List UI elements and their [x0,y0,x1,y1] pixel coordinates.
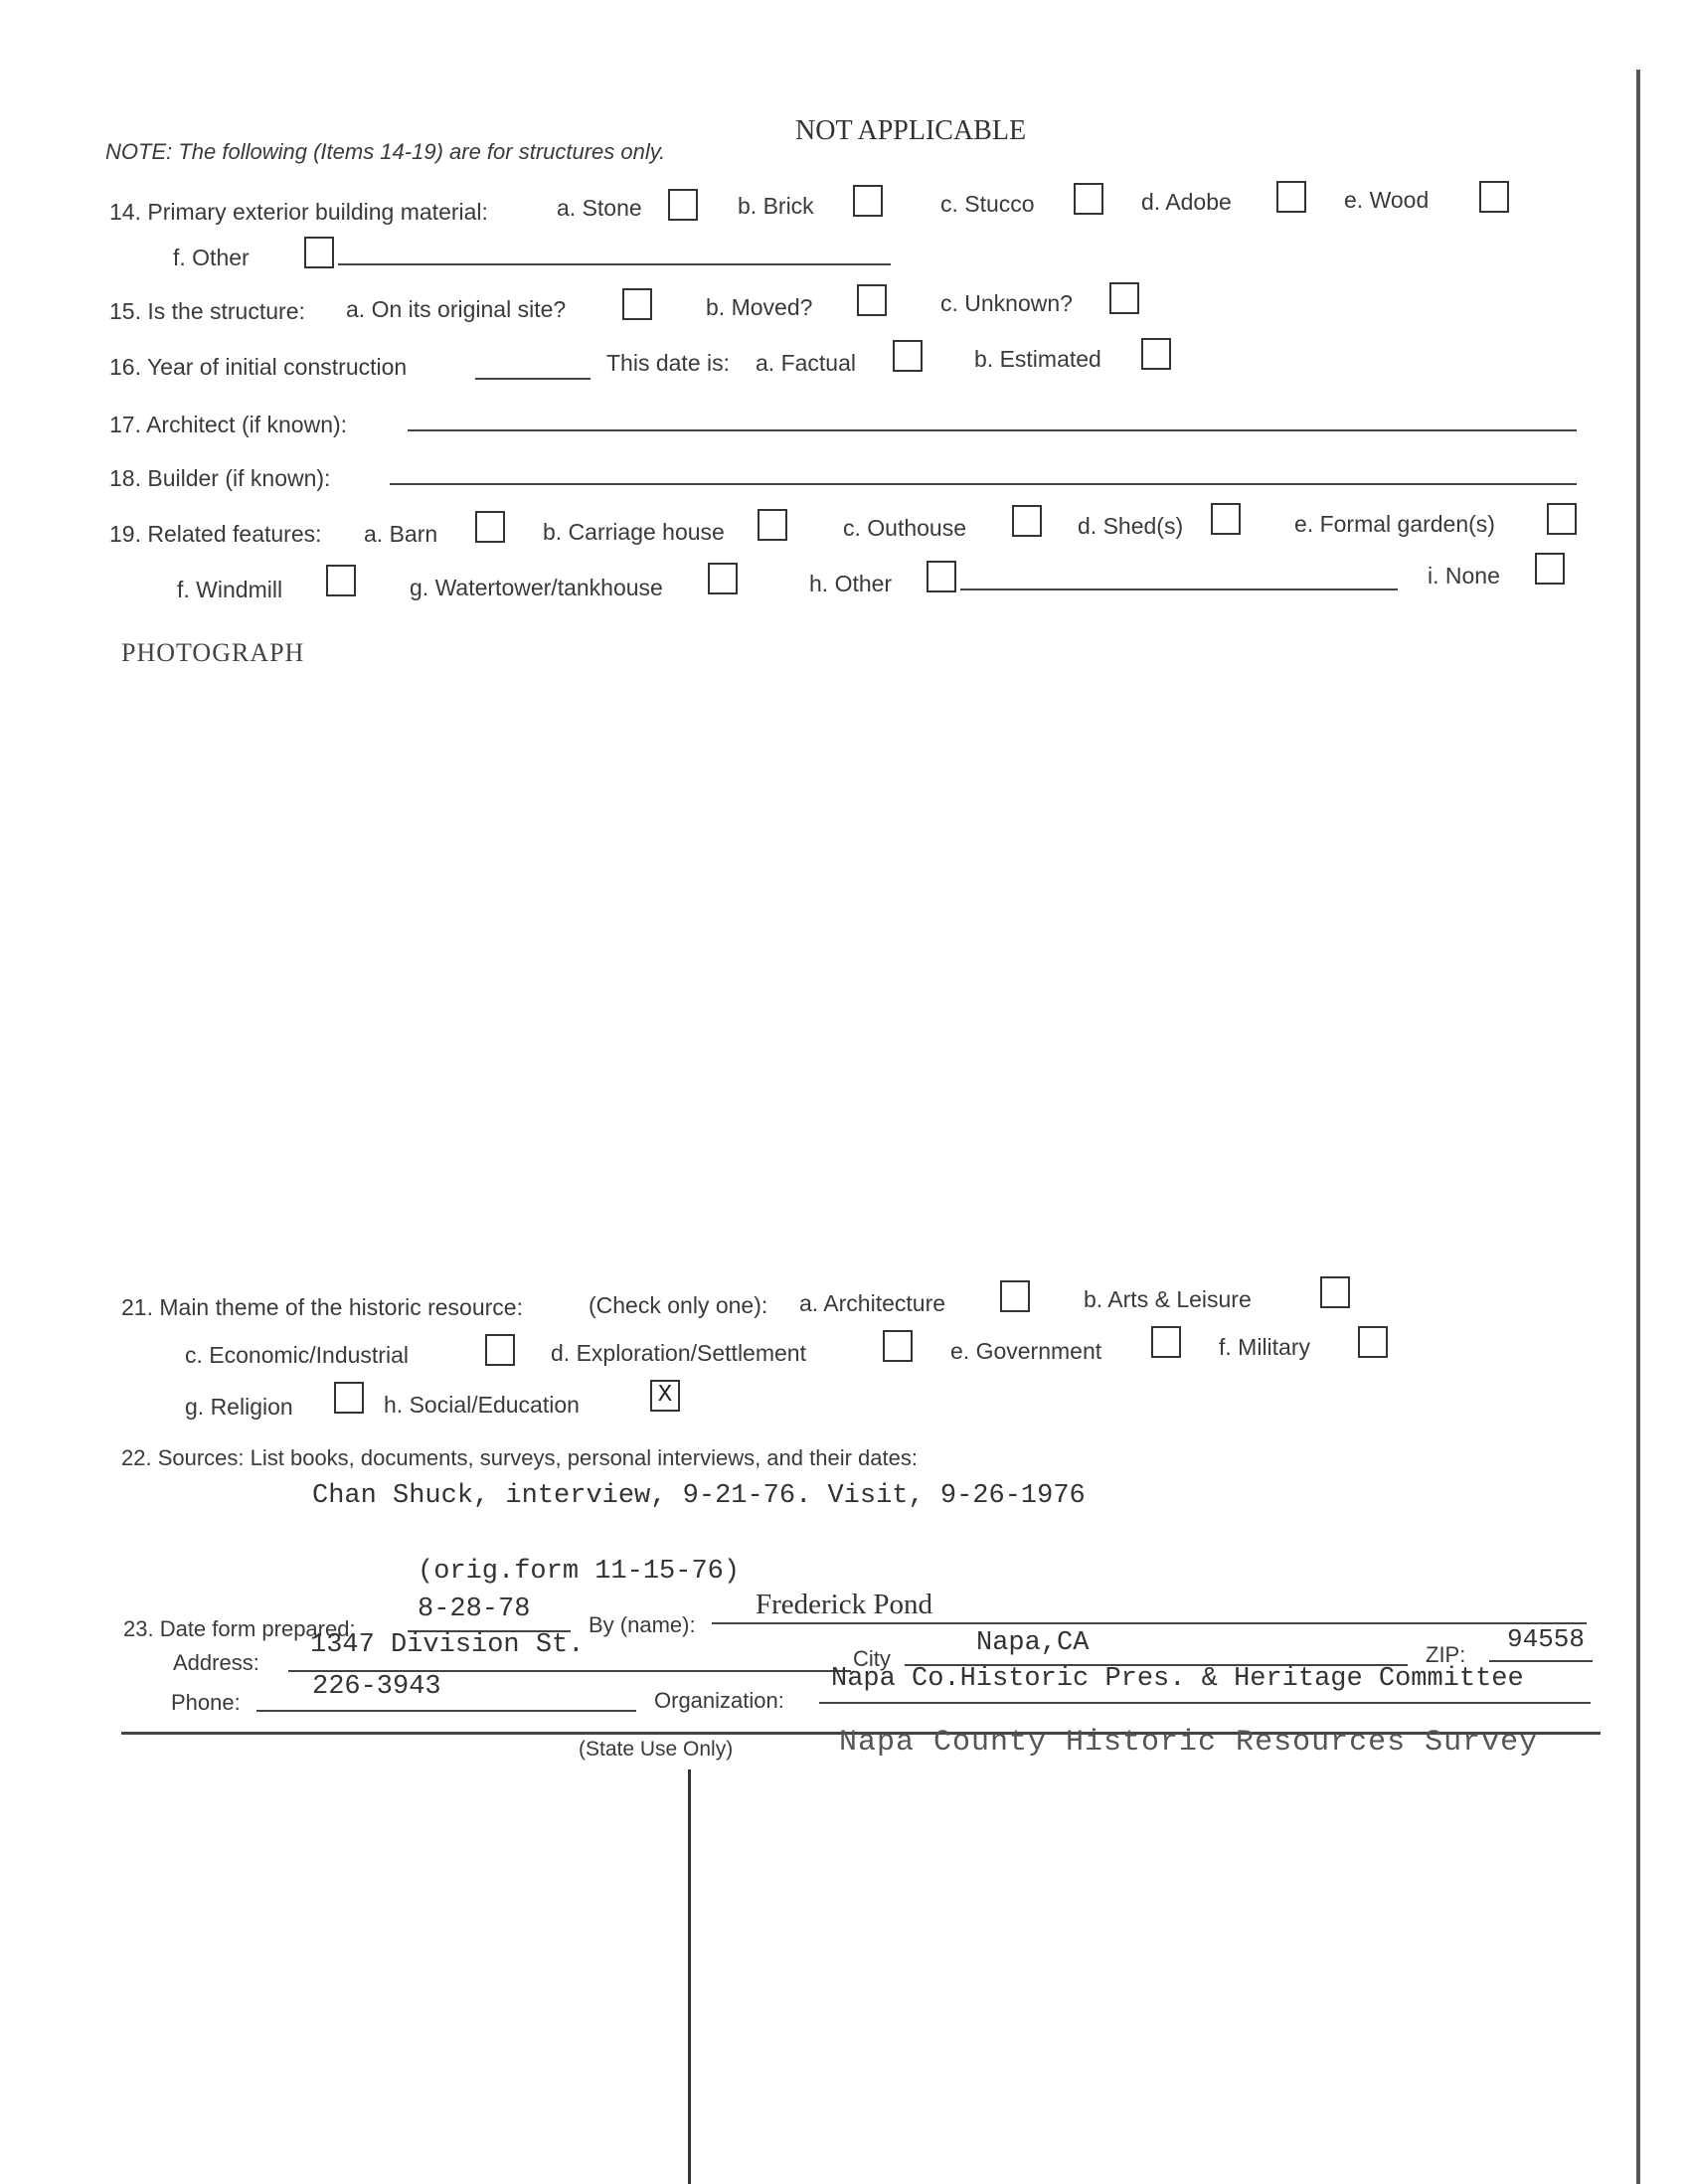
city-label: City [853,1646,891,1671]
item22-label: 22. Sources: List books, documents, surveys, personal interviews, and their dates: [121,1445,918,1470]
item17-architect-line[interactable] [408,429,1577,431]
item23-by-name-label: By (name): [589,1612,696,1637]
item19-sheds-checkbox[interactable] [1211,503,1241,535]
item19-carriage-house-label: b. Carriage house [543,519,725,545]
item14-stucco-checkbox[interactable] [1074,183,1103,215]
item21-social-education-label: h. Social/Education [384,1392,580,1418]
item23-by-name-line[interactable] [712,1622,1587,1624]
organization-line[interactable] [819,1702,1591,1704]
item14-label: 14. Primary exterior building material: [109,199,488,225]
item19-barn-checkbox[interactable] [475,511,505,543]
item15-unknown-label: c. Unknown? [940,290,1073,316]
item21-economic-checkbox[interactable] [485,1334,515,1366]
item21-military-checkbox[interactable] [1358,1326,1388,1358]
item14-other-checkbox[interactable] [304,237,334,268]
state-use-column-divider [688,1769,691,2184]
item14-wood-checkbox[interactable] [1479,181,1509,213]
item21-religion-checkbox[interactable] [334,1382,364,1414]
item19-windmill-checkbox[interactable] [326,565,356,596]
item14-other-line[interactable] [338,263,891,265]
item19-watertower-label: g. Watertower/tankhouse [410,575,663,600]
item18-builder-line[interactable] [390,483,1577,485]
item17-label: 17. Architect (if known): [109,412,348,437]
item22-orig-form: (orig.form 11-15-76) [418,1557,741,1587]
item14-brick-label: b. Brick [738,193,814,219]
item18-label: 18. Builder (if known): [109,465,331,491]
item15-moved-label: b. Moved? [706,294,813,320]
zip-label: ZIP: [1426,1642,1466,1667]
city-value: Napa,CA [976,1628,1090,1658]
page-edge [1636,70,1640,2184]
address-value: 1347 Division St. [310,1630,585,1660]
item14-adobe-checkbox[interactable] [1276,181,1306,213]
item19-outhouse-checkbox[interactable] [1012,505,1042,537]
item21-religion-label: g. Religion [185,1394,293,1420]
item19-label: 19. Related features: [109,521,322,547]
item21-government-checkbox[interactable] [1151,1326,1181,1358]
phone-label: Phone: [171,1690,241,1715]
item21-economic-label: c. Economic/Industrial [185,1342,409,1368]
item14-wood-label: e. Wood [1344,187,1430,213]
item19-carriage-house-checkbox[interactable] [758,509,787,541]
organization-value: Napa Co.Historic Pres. & Heritage Committee [831,1664,1524,1694]
item16-label: 16. Year of initial construction [109,354,408,380]
photograph-area [109,676,1581,1253]
phone-value: 226-3943 [312,1672,441,1702]
item21-military-label: f. Military [1219,1334,1310,1360]
item19-other-line[interactable] [960,588,1398,590]
survey-stamp: Napa County Historic Resources Survey [839,1726,1539,1760]
item21-exploration-label: d. Exploration/Settlement [551,1340,806,1366]
item16-year-line[interactable] [475,378,591,380]
photograph-label: PHOTOGRAPH [121,638,305,667]
item14-stone-label: a. Stone [557,195,642,221]
item21-government-label: e. Government [950,1338,1102,1364]
item19-formal-garden-label: e. Formal garden(s) [1294,511,1495,537]
structures-note: NOTE: The following (Items 14-19) are for structures only. [105,139,666,164]
item14-brick-checkbox[interactable] [853,185,883,217]
organization-label: Organization: [654,1688,784,1713]
item16-estimated-label: b. Estimated [974,346,1101,372]
item19-formal-garden-checkbox[interactable] [1547,503,1577,535]
item15-original-site-checkbox[interactable] [622,288,652,320]
item16-date-is-label: This date is: [606,350,730,376]
item19-outhouse-label: c. Outhouse [843,515,967,541]
zip-line[interactable] [1489,1660,1593,1662]
item19-watertower-checkbox[interactable] [708,563,738,594]
address-label: Address: [173,1650,259,1675]
item21-architecture-checkbox[interactable] [1000,1280,1030,1312]
item15-original-site-label: a. On its original site? [346,296,567,322]
item23-by-name-value: Frederick Pond [756,1589,932,1620]
item15-unknown-checkbox[interactable] [1109,282,1139,314]
zip-value: 94558 [1507,1624,1586,1654]
item15-label: 15. Is the structure: [109,298,305,324]
item21-arts-leisure-label: b. Arts & Leisure [1084,1286,1252,1312]
item16-estimated-checkbox[interactable] [1141,338,1171,370]
item19-none-checkbox[interactable] [1535,553,1565,585]
item19-barn-label: a. Barn [364,521,438,547]
item14-adobe-label: d. Adobe [1141,189,1232,215]
item15-moved-checkbox[interactable] [857,284,887,316]
item23-date-value: 8-28-78 [418,1595,531,1624]
item21-check-only: (Check only one): [589,1292,768,1318]
item19-other-checkbox[interactable] [927,561,956,592]
item14-other-label: f. Other [173,245,250,270]
item21-architecture-label: a. Architecture [799,1290,946,1316]
item19-windmill-label: f. Windmill [177,577,283,602]
item21-social-education-checkbox[interactable]: X [650,1380,680,1412]
item21-label: 21. Main theme of the historic resource: [121,1294,523,1320]
item14-stucco-label: c. Stucco [940,191,1035,217]
item19-other-label: h. Other [809,571,893,596]
item16-factual-label: a. Factual [756,350,856,376]
item22-sources-value: Chan Shuck, interview, 9-21-76. Visit, 9-26-1976 [312,1481,1086,1511]
item21-exploration-checkbox[interactable] [883,1330,913,1362]
item21-arts-leisure-checkbox[interactable] [1320,1276,1350,1308]
item19-none-label: i. None [1428,563,1500,588]
item23-label: 23. Date form prepared: [123,1616,356,1641]
not-applicable-annotation: NOT APPLICABLE [795,115,1027,146]
phone-line[interactable] [256,1710,636,1712]
item14-stone-checkbox[interactable] [668,189,698,221]
item19-sheds-label: d. Shed(s) [1078,513,1184,539]
item16-factual-checkbox[interactable] [893,340,923,372]
state-use-label: (State Use Only) [579,1738,734,1761]
